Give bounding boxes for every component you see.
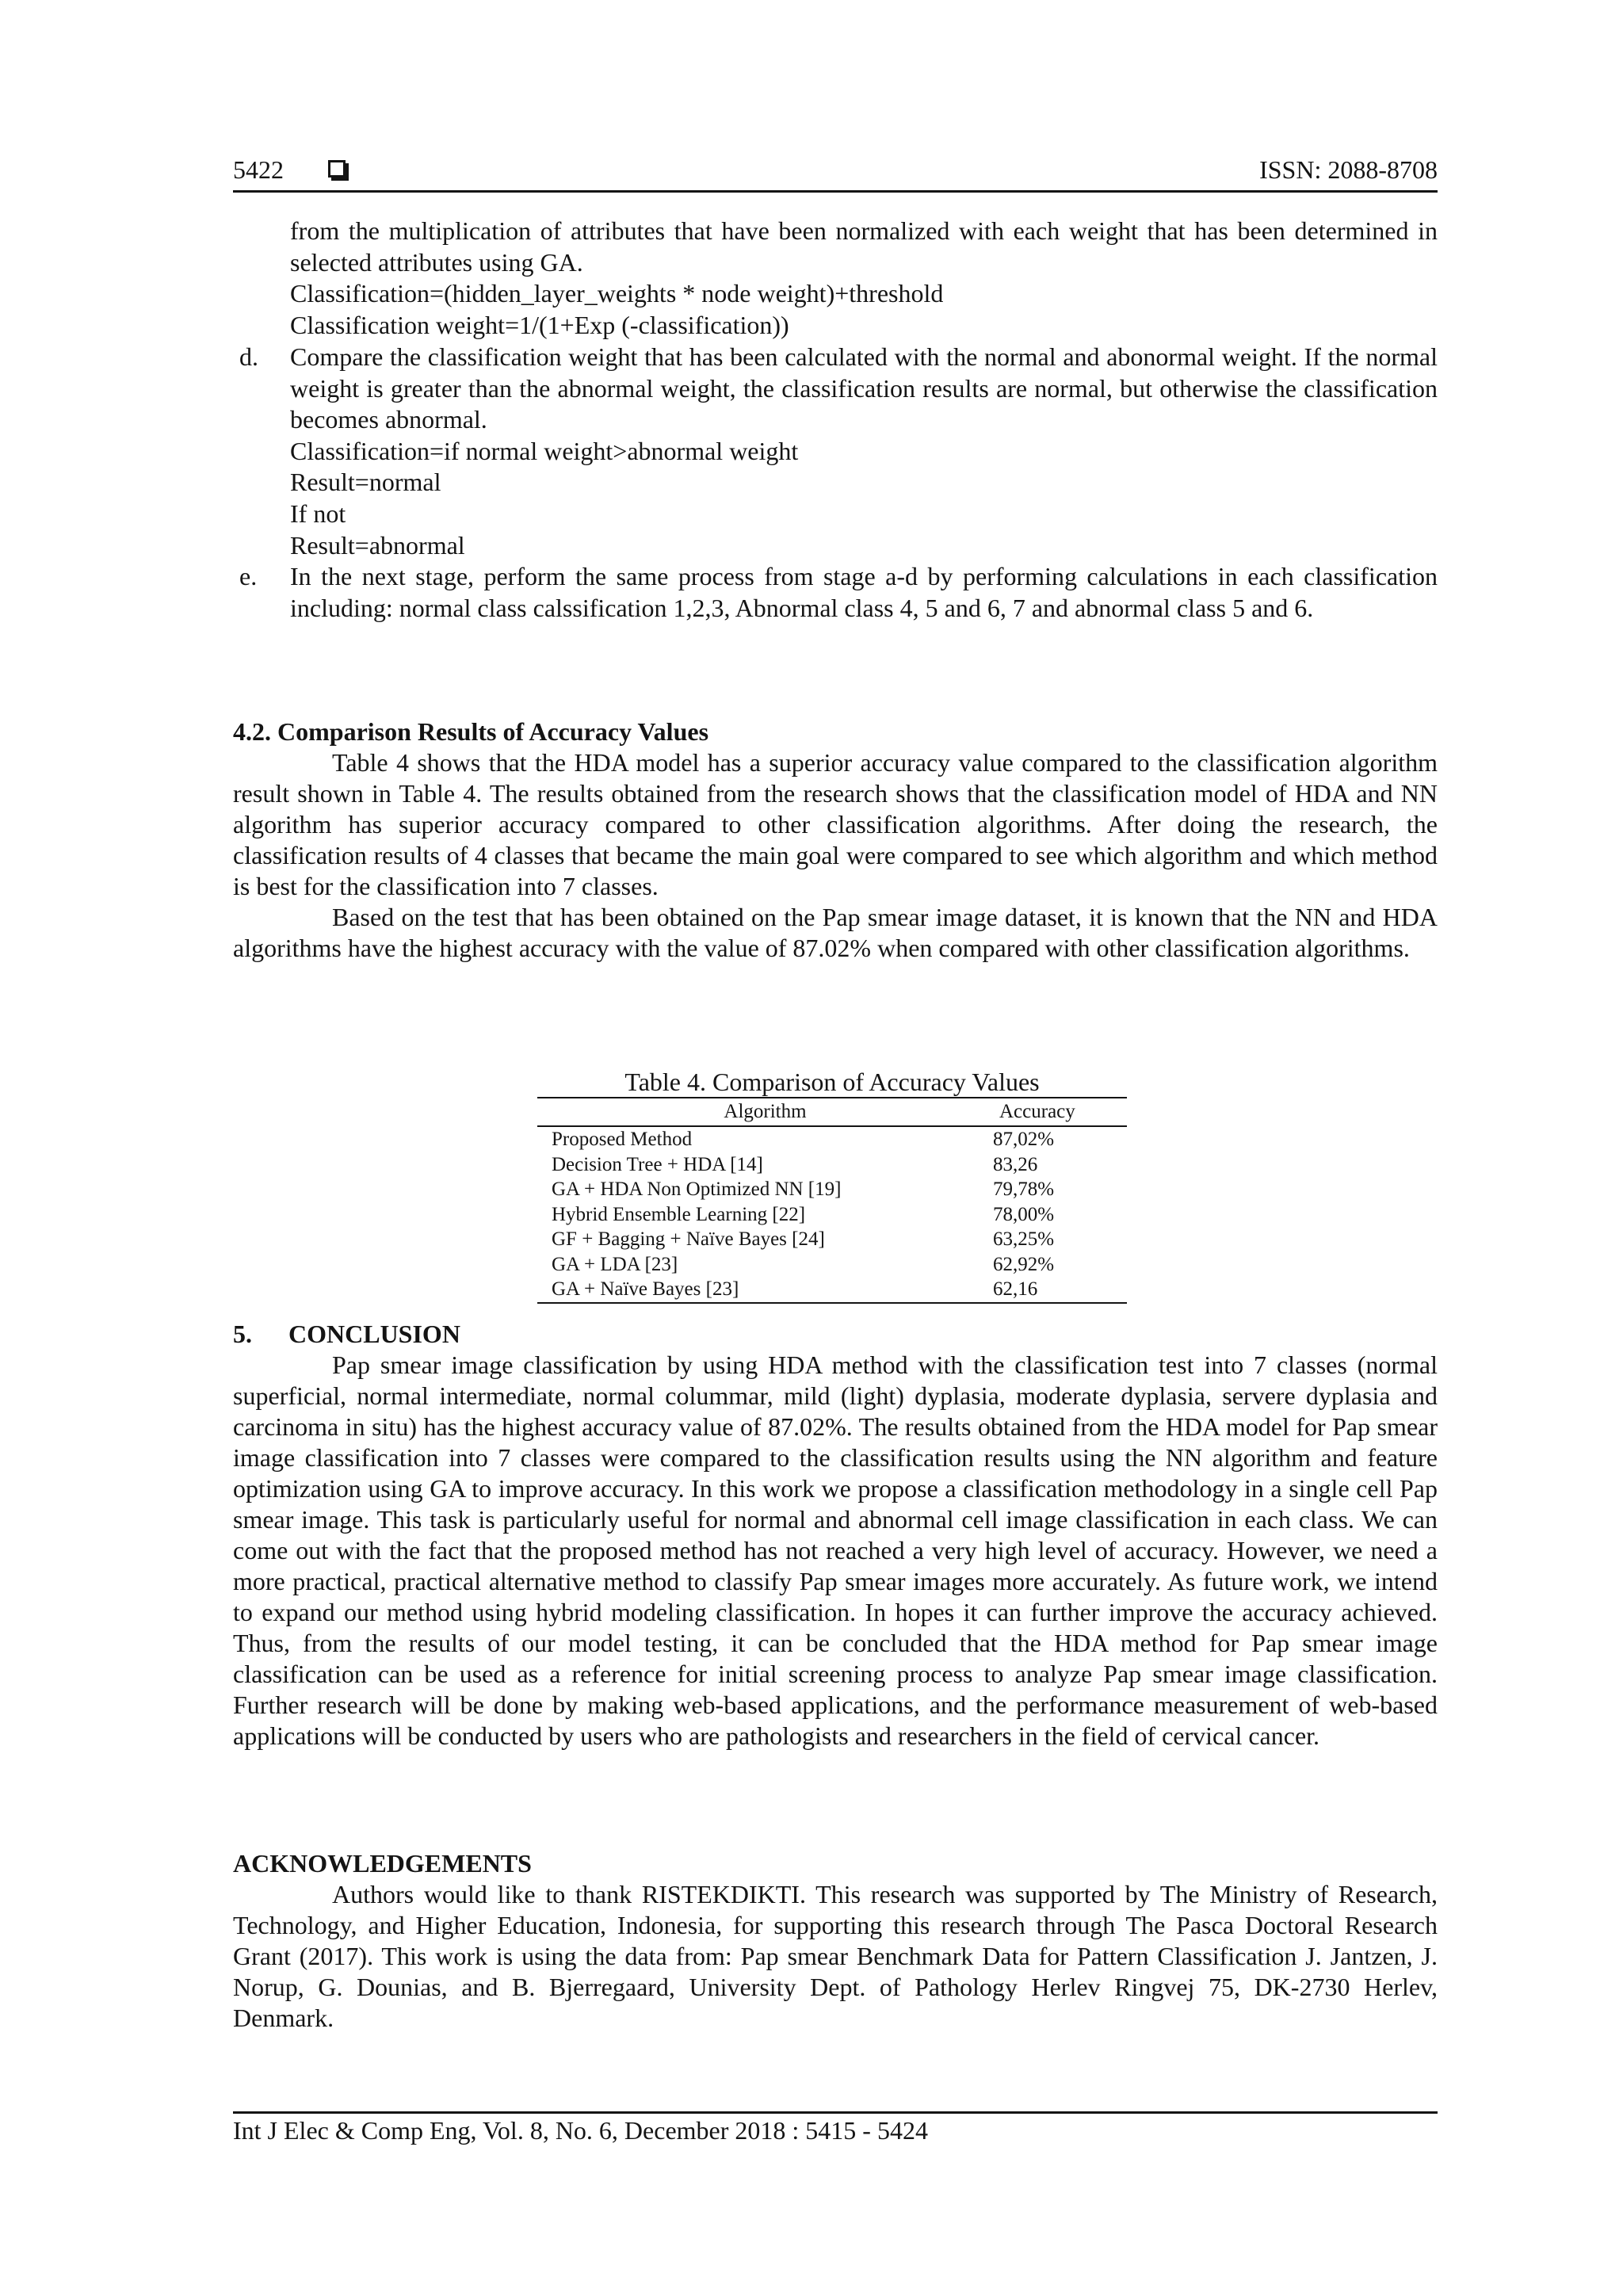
algorithm-cell: GA + LDA [23]	[552, 1253, 678, 1275]
algorithm-cell: Proposed Method	[552, 1129, 693, 1150]
accuracy-cell: 78,00%	[993, 1203, 1055, 1225]
table-row	[537, 1152, 1127, 1178]
table-caption: Table 4. Comparison of Accuracy Values	[624, 1068, 1040, 1096]
table-4	[537, 1067, 1127, 1304]
checkbox-square-icon	[328, 160, 346, 178]
table-row	[537, 1252, 1127, 1278]
algorithm-cell: GA + HDA Non Optimized NN [19]	[552, 1179, 842, 1200]
algorithm-cell: Decision Tree + HDA [14]	[552, 1153, 763, 1175]
table-row	[537, 1277, 1127, 1303]
accuracy-cell: 79,78%	[993, 1179, 1055, 1200]
acknowledgements	[233, 1848, 1438, 2034]
page-number: 5422	[233, 155, 284, 184]
body-paragraph: Table 4 shows that the HDA model has a superior accuracy value compared to the classification algorithm result shown in Table 4. The results obtained from the research shows that the classification model of HDA and NN algorithm has superior accuracy compared to other classification algorithms. After doing the research, the classification results of 4 classes that became the main goal were compared to see which algorithm and which method is best for the classification into 7 classes.	[233, 748, 1438, 900]
list-text: from the multiplication of attributes that have been normalized with each weight that has been determined in selected attributes using GA.	[290, 216, 1438, 277]
accuracy-cell: 63,25%	[993, 1228, 1055, 1250]
list-label-e: e.	[239, 562, 258, 590]
code-line: If not	[290, 499, 346, 528]
column-header-algorithm: Algorithm	[537, 1098, 993, 1126]
table-row	[537, 1227, 1127, 1252]
accuracy-cell: 62,16	[993, 1277, 1127, 1303]
list-text: Compare the classification weight that has been calculated with the normal and abonormal weight. If the normal weight is greater than the abnormal weight, the classification results are normal, but otherwise the classification becomes abnormal.	[290, 342, 1438, 434]
table-row	[537, 1202, 1127, 1228]
running-header	[233, 155, 1438, 193]
table-row	[537, 1126, 1127, 1152]
accuracy-cell: 87,02%	[993, 1129, 1055, 1150]
algorithm-cell: Hybrid Ensemble Learning [22]	[552, 1203, 806, 1225]
list-item-d	[290, 342, 1438, 561]
section-4-2	[233, 716, 1438, 964]
code-line: Result=normal	[290, 468, 441, 497]
column-header-accuracy: Accuracy	[993, 1098, 1127, 1126]
journal-citation: Int J Elec & Comp Eng, Vol. 8, No. 6, December 2018 : 5415 - 5424	[233, 2116, 928, 2145]
accuracy-cell: 62,92%	[993, 1253, 1055, 1275]
table-header-row	[537, 1098, 1127, 1126]
list-item-e	[290, 561, 1438, 624]
code-line: Classification=if normal weight>abnormal weight	[290, 436, 799, 465]
body-paragraph: Authors would like to thank RISTEKDIKTI. This research was supported by The Ministry of Research, Technology, and Higher Education, Indonesia, for supporting this research through The Pasca Doctoral Research Grant (2017). This work is using the data from: Pap smear Benchmark Data for Pattern Classification J. Jantzen, J. Norup, G. Dounias, and B. Bjerregaard, University Dept. of Pathology Herlev Ringvej 75, DK-2730 Herlev, Denmark.	[233, 1880, 1438, 2032]
section-number: 5.	[233, 1320, 252, 1348]
table-row	[537, 1177, 1127, 1202]
algorithm-cell: GF + Bagging + Naïve Bayes [24]	[552, 1228, 825, 1250]
section-5-conclusion	[233, 1319, 1438, 1752]
list-label-d: d.	[239, 342, 258, 371]
formula-line: Classification=(hidden_layer_weights * node weight)+threshold	[290, 279, 944, 308]
section-heading: 4.2. Comparison Results of Accuracy Values	[233, 717, 709, 746]
section-title: CONCLUSION	[288, 1320, 460, 1348]
header-rule	[233, 190, 1438, 193]
section-heading	[233, 1319, 1438, 1350]
accuracy-table	[537, 1097, 1127, 1304]
code-line: Result=abnormal	[290, 530, 465, 560]
accuracy-cell: 83,26	[993, 1153, 1038, 1175]
formula-line: Classification weight=1/(1+Exp (-classification))	[290, 310, 789, 339]
body-paragraph: Based on the test that has been obtained on the Pap smear image dataset, it is known that the NN and HDA algorithms have the highest accuracy with the value of 87.02% when compared with other classification algorithms.	[233, 903, 1438, 962]
issn: ISSN: 2088-8708	[1259, 155, 1438, 184]
list-item-c-continuation	[290, 216, 1438, 341]
footer-rule	[233, 2111, 1438, 2114]
body-paragraph: Pap smear image classification by using HDA method with the classification test into 7 classes (normal superficial, normal intermediate, normal colummar, mild (light) dyplasia, moderate dyplasia, servere dyplasia and carcinoma in situ) has the highest accuracy value of 87.02%. The results obtained from the HDA model for Pap smear image classification into 7 classes were compared to the classification results using the NN algorithm and feature optimization using GA to improve accuracy. In this work we propose a classification methodology in a single cell Pap smear image. This task is particularly useful for normal and abnormal cell image classification in each class. We can come out with the fact that the proposed method has not reached a very high level of accuracy. However, we need a more practical, practical alternative method to classify Pap smear images more accurately. As future work, we intend to expand our method using hybrid modeling classification. In hopes it can further improve the accuracy achieved. Thus, from the results of our model testing, it can be concluded that the HDA method for Pap smear image classification can be used as a reference for initial screening process to analyze Pap smear image classification. Further research will be done by making web-based applications, and the performance measurement of web-based applications will be conducted by users who are pathologists and researchers in the field of cervical cancer.	[233, 1350, 1438, 1750]
section-heading: ACKNOWLEDGEMENTS	[233, 1849, 532, 1878]
list-text: In the next stage, perform the same process from stage a-d by performing calculations in each classification including: normal class calssification 1,2,3, Abnormal class 4, 5 and 6, 7 and abnormal class 5 and 6.	[290, 562, 1438, 622]
algorithm-cell: GA + Naïve Bayes [23]	[537, 1277, 993, 1303]
